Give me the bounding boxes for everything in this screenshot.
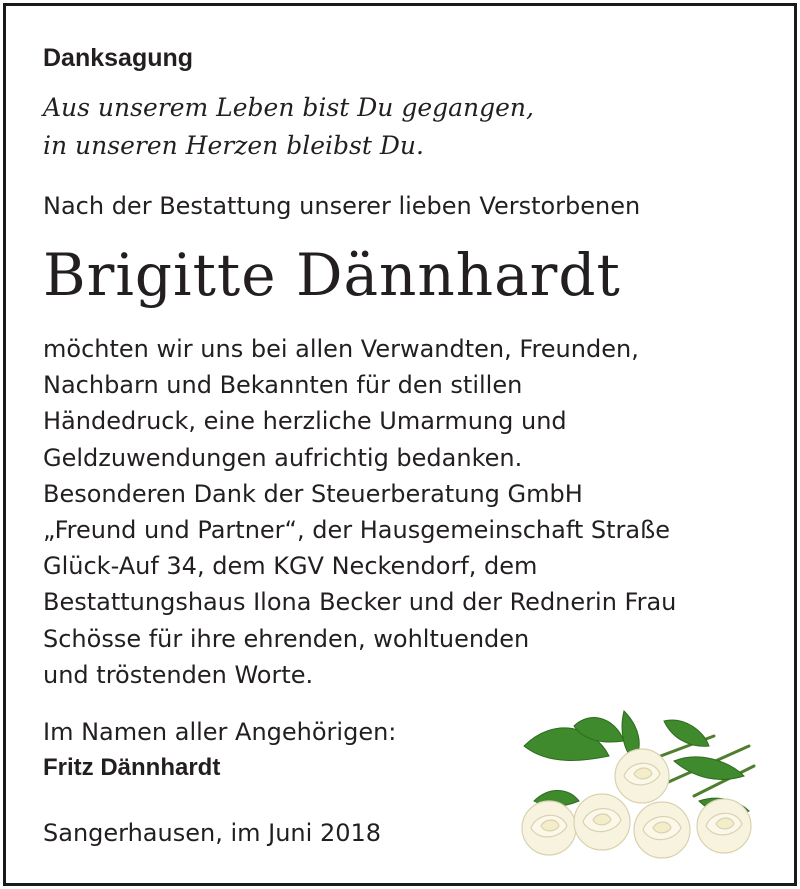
notice-heading: Danksagung bbox=[43, 44, 194, 72]
closing-line: Im Namen aller Angehörigen: bbox=[43, 718, 397, 747]
white-roses-icon bbox=[514, 706, 764, 866]
signer-name: Fritz Dännhardt bbox=[43, 754, 221, 782]
verse-line-2: in unseren Herzen bleibst Du. bbox=[43, 131, 424, 160]
thanks-body: möchten wir uns bei allen Verwandten, Freunden, Nachbarn und Bekannten für den stillen Händedruck, eine herzliche Umarmung und Geldzuwendungen aufrichtig bedanken. Besonderen Dank der Steuerberatung GmbH „Freund und Partner“, der Hausgemeinschaft Straße Glück-Auf 34, dem KGV Neckendorf, dem Bestattungshaus Ilona Becker und der Rednerin Frau Schösse für ihre ehrenden, wohltuenden und tröstenden Worte. bbox=[43, 335, 677, 689]
place-and-date: Sangerhausen, im Juni 2018 bbox=[43, 819, 382, 848]
intro-text: Nach der Bestattung unserer lieben Verstorbenen bbox=[43, 192, 641, 220]
verse-line-1: Aus unserem Leben bist Du gegangen, bbox=[43, 93, 534, 122]
notice-frame bbox=[3, 3, 797, 886]
deceased-name: Brigitte Dännhardt bbox=[43, 241, 621, 309]
memorial-verse bbox=[43, 89, 783, 165]
